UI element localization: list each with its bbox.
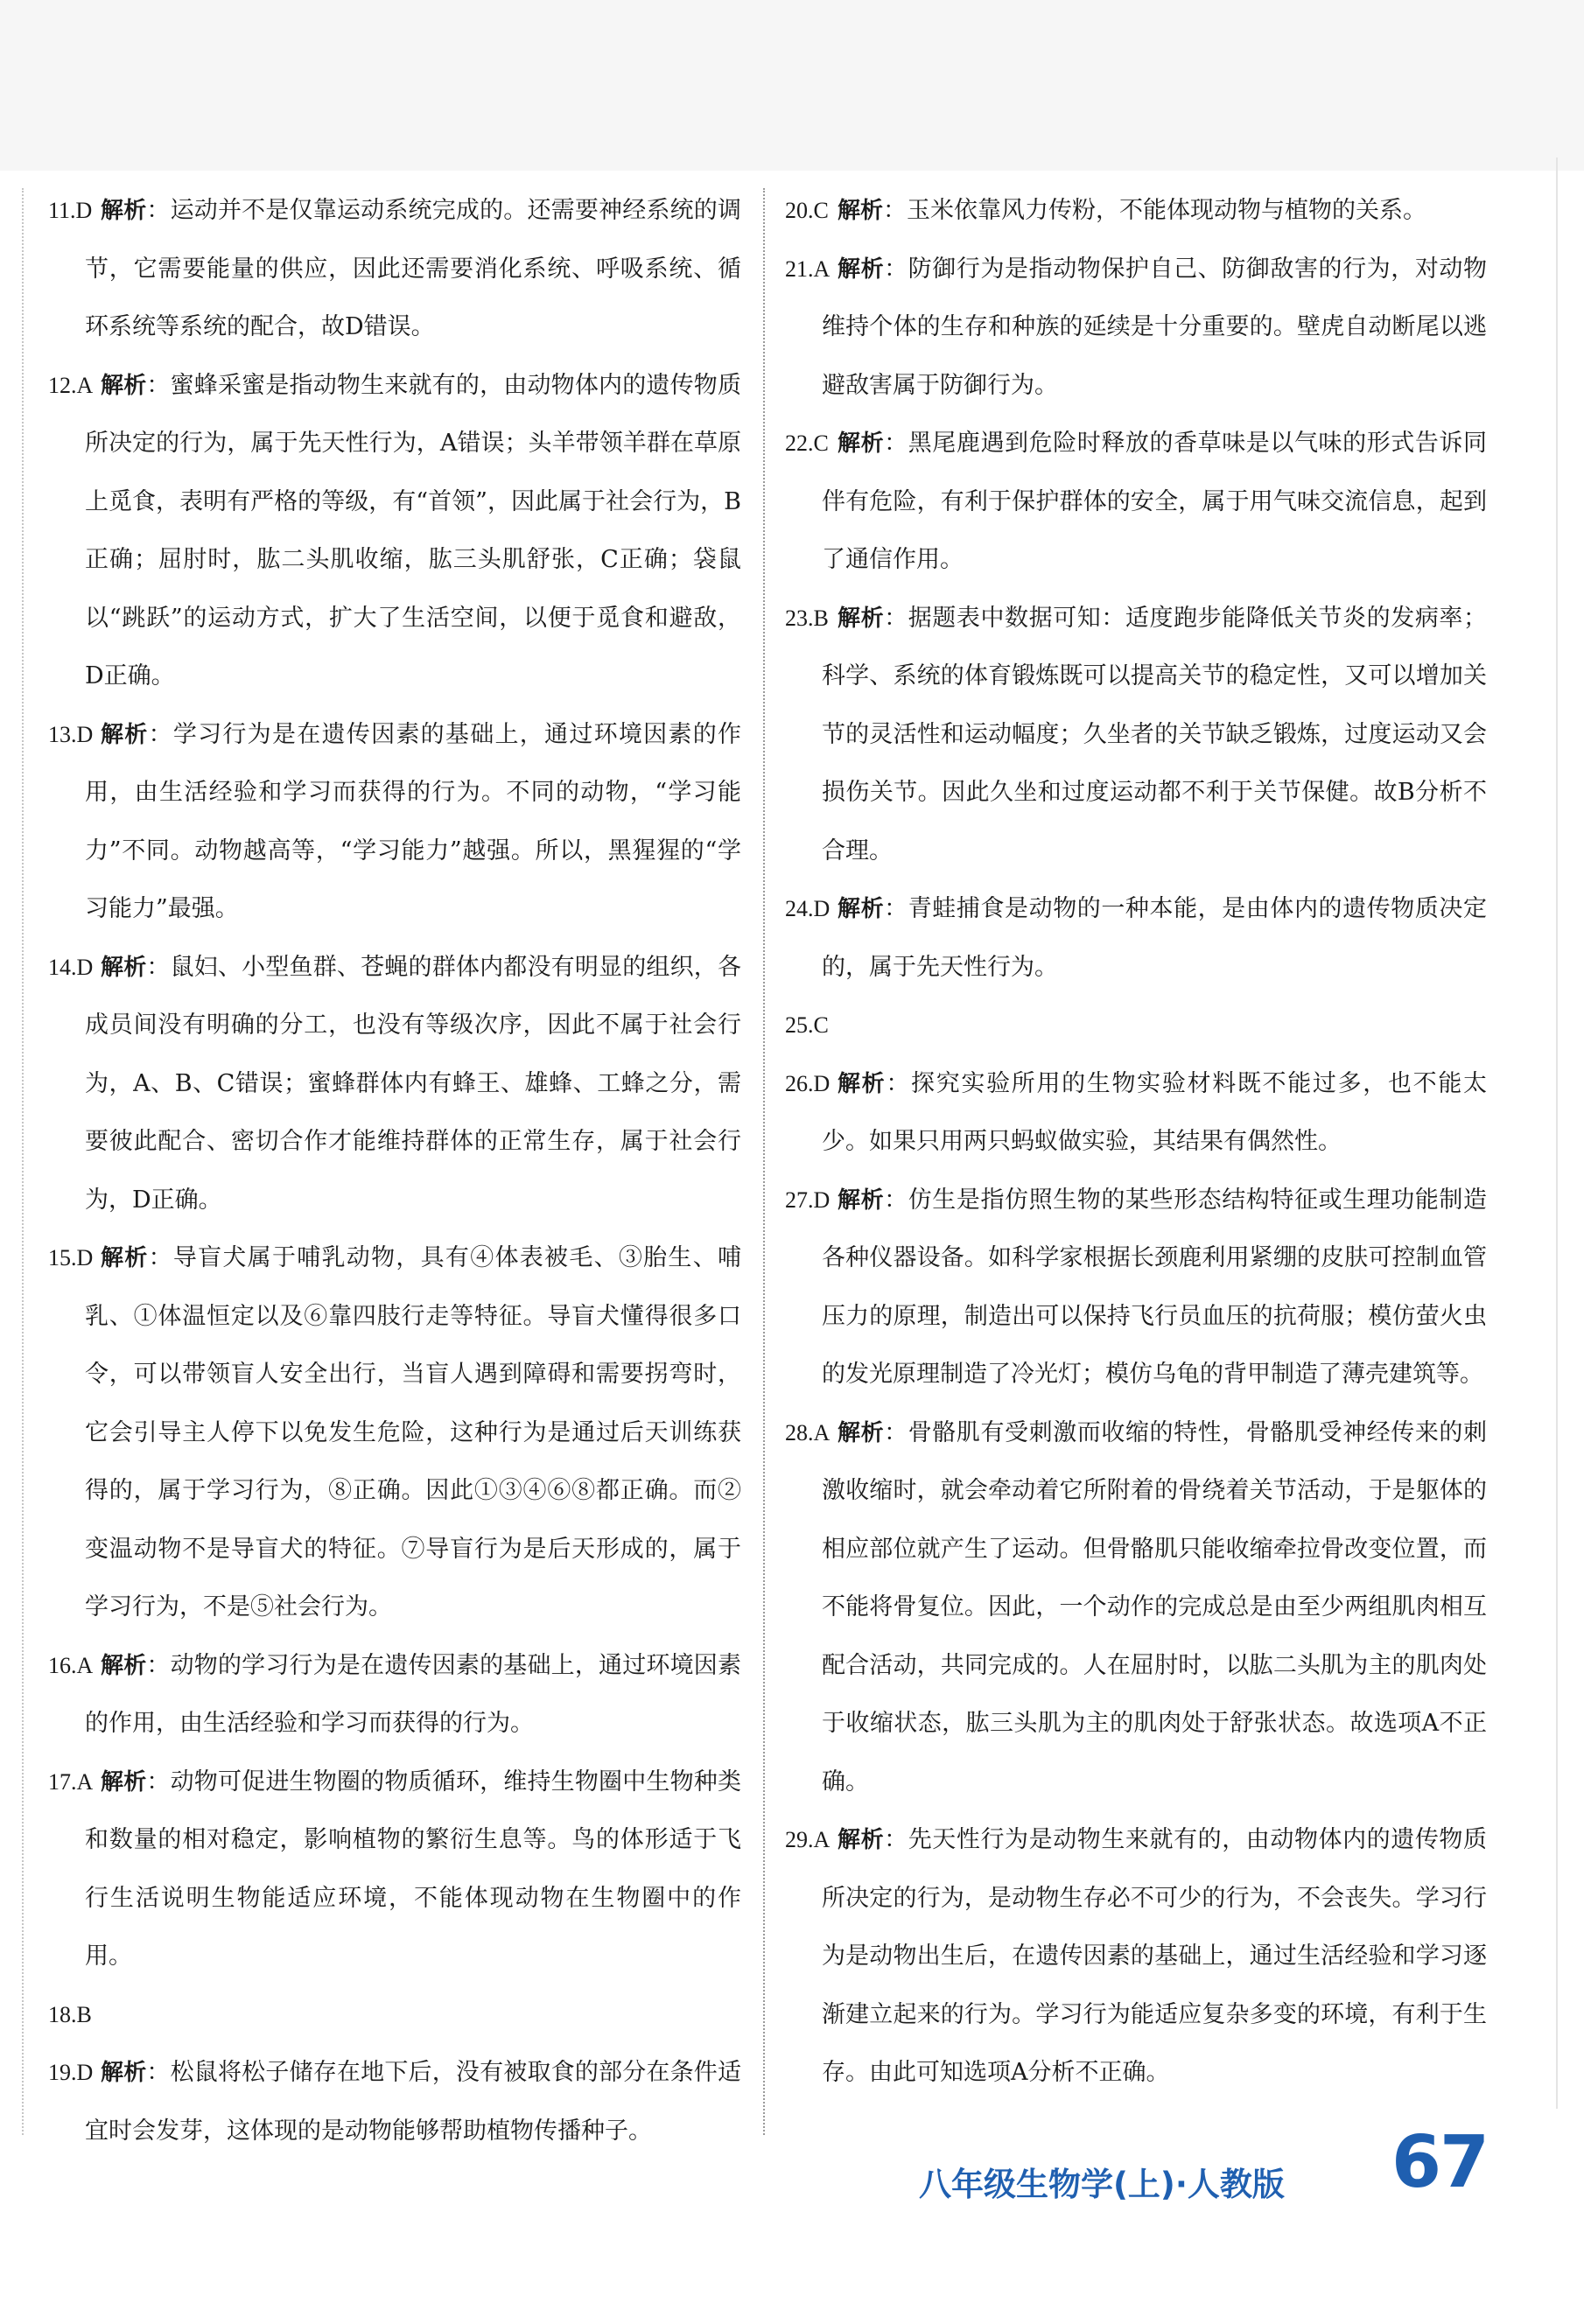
analysis-label: 解析 — [838, 430, 885, 457]
answer-column-right — [785, 182, 1487, 2103]
answer-number: 21.A — [785, 256, 831, 282]
answer-number: 17.A — [48, 1768, 94, 1795]
analysis-text: 蜜蜂采蜜是指动物生来就有的，由动物体内的遗传物质所决定的行为，属于先天性行为，A错误；头羊带领羊群在草原上觅食，表明有严格的等级，有“首领”，因此属于社会行为，B正确；屈肘时，肱二头肌收缩，肱三头肌舒张，C正确；袋鼠以“跳跃”的运动方式，扩大了生活空间，以便于觅食和避敌，D正确。 — [85, 371, 742, 690]
answer-number: 28.A — [785, 1419, 831, 1446]
answer-item-29: 29.A 解析：先天性行为是动物生来就有的，由动物体内的遗传物质所决定的行为，是动物生存必不可少的行为，不会丧失。学习行为是动物出生后，在遗传因素的基础上，通过生活经验和学习逐渐建立起来的行为。学习行为能适应复杂多变的环境，有利于生存。由此可知选项A分析不正确。 — [785, 1811, 1487, 2103]
analysis-text: 先天性行为是动物生来就有的，由动物体内的遗传物质所决定的行为，是动物生存必不可少的行为，不会丧失。学习行为是动物出生后，在遗传因素的基础上，通过生活经验和学习逐渐建立起来的行为。学习行为能适应复杂多变的环境，有利于生存。由此可知选项A分析不正确。 — [822, 1826, 1487, 2086]
page-footer — [919, 2121, 1514, 2222]
analysis-text: 鼠妇、小型鱼群、苍蝇的群体内都没有明显的组织，各成员间没有明确的分工，也没有等级次序，因此不属于社会行为，A、B、C错误；蜜蜂群体内有蜂王、雄蜂、工蜂之分，需要彼此配合、密切合作才能维持群体的正常生存，属于社会行为，D正确。 — [85, 953, 742, 1214]
answer-column-left — [48, 182, 741, 2160]
answer-item-20: 20.C 解析：玉米依靠风力传粉，不能体现动物与植物的关系。 — [785, 182, 1487, 241]
answer-number: 12.A — [48, 372, 94, 398]
answer-item-15: 15.D 解析：导盲犬属于哺乳动物，具有④体表被毛、③胎生、哺乳、①体温恒定以及⑥靠四肢行走等特征。导盲犬懂得很多口令，可以带领盲人安全出行，当盲人遇到障碍和需要拐弯时，它会引导主人停下以免发生危险，这种行为是通过后天训练获得的，属于学习行为，⑧正确。因此①③④⑥⑧都正确。而②变温动物不是导盲犬的特征。⑦导盲行为是后天形成的，属于学习行为，不是⑤社会行为。 — [48, 1229, 741, 1637]
analysis-text: 防御行为是指动物保护自己、防御敌害的行为，对动物维持个体的生存和种族的延续是十分重要的。壁虎自动断尾以逃避敌害属于防御行为。 — [822, 255, 1487, 399]
answer-number: 26.D — [785, 1070, 831, 1096]
answer-item-24: 24.D 解析：青蛙捕食是动物的一种本能，是由体内的遗传物质决定的，属于先天性行为。 — [785, 880, 1487, 997]
analysis-text: 玉米依靠风力传粉，不能体现动物与植物的关系。 — [907, 197, 1427, 224]
analysis-label: 解析 — [101, 198, 147, 224]
analysis-label: 解析 — [101, 1768, 147, 1796]
answer-item-21: 21.A 解析：防御行为是指动物保护自己、防御敌害的行为，对动物维持个体的生存和种族的延续是十分重要的。壁虎自动断尾以逃避敌害属于防御行为。 — [785, 241, 1487, 416]
answer-item-25 — [785, 997, 1487, 1055]
answer-item-22: 22.C 解析：黑尾鹿遇到危险时释放的香草味是以气味的形式告诉同伴有危险，有利于保护群体的安全，属于用气味交流信息，起到了通信作用。 — [785, 415, 1487, 590]
answer-number: 13.D — [48, 721, 94, 747]
page-number: 67 — [1391, 2121, 1489, 2204]
answer-number: 19.D — [48, 2060, 94, 2085]
answer-item-14: 14.D 解析：鼠妇、小型鱼群、苍蝇的群体内都没有明显的组织，各成员间没有明确的分工，也没有等级次序，因此不属于社会行为，A、B、C错误；蜜蜂群体内有蜂王、雄蜂、工蜂之分，需要彼此配合、密切合作才能维持群体的正常生存，属于社会行为，D正确。 — [48, 939, 741, 1230]
answer-number: 27.D — [785, 1186, 831, 1213]
analysis-label: 解析 — [101, 1245, 149, 1271]
answer-item-18 — [48, 1986, 741, 2045]
answer-number: 18.B — [48, 2001, 92, 2027]
analysis-label: 解析 — [838, 1419, 885, 1446]
analysis-label: 解析 — [101, 2060, 147, 2086]
top-margin — [0, 0, 1584, 171]
analysis-label: 解析 — [101, 1652, 147, 1679]
answer-number: 25.C — [785, 1012, 829, 1038]
page-edge-shadow — [1556, 158, 1558, 2109]
answer-item-19: 19.D 解析：松鼠将松子储存在地下后，没有被取食的部分在条件适宜时会发芽，这体现的是动物能够帮助植物传播种子。 — [48, 2044, 741, 2160]
answer-item-17: 17.A 解析：动物可促进生物圈的物质循环，维持生物圈中生物种类和数量的相对稳定，影响植物的繁衍生息等。鸟的体形适于飞行生活说明生物能适应环境，不能体现动物在生物圈中的作用。 — [48, 1754, 741, 1986]
analysis-label: 解析 — [101, 372, 147, 399]
answer-item-28: 28.A 解析：骨骼肌有受刺激而收缩的特性，骨骼肌受神经传来的刺激收缩时，就会牵动着它所附着的骨绕着关节活动，于是躯体的相应部位就产生了运动。但骨骼肌只能收缩牵拉骨改变位置，而不能将骨复位。因此，一个动作的完成总是由至少两组肌肉相互配合活动，共同完成的。人在屈肘时，以肱二头肌为主的肌肉处于收缩状态，肱三头肌为主的肌肉处于舒张状态。故选项A不正确。 — [785, 1404, 1487, 1812]
answer-item-26: 26.D 解析：探究实验所用的生物实验材料既不能过多，也不能太少。如果只用两只蚂蚁做实验，其结果有偶然性。 — [785, 1055, 1487, 1172]
answer-number: 24.D — [785, 896, 831, 921]
analysis-label: 解析 — [838, 896, 885, 922]
analysis-label: 解析 — [838, 1186, 885, 1214]
analysis-text: 仿生是指仿照生物的某些形态结构特征或生理功能制造各种仪器设备。如科学家根据长颈鹿利用紧绷的皮肤可控制血管压力的原理，制造出可以保持飞行员血压的抗荷服；模仿萤火虫的发光原理制造了冷光灯；模仿乌龟的背甲制造了薄壳建筑等。 — [822, 1186, 1487, 1388]
answer-number: 14.D — [48, 954, 94, 980]
answer-number: 11.D — [48, 198, 93, 223]
analysis-label: 解析 — [101, 721, 149, 748]
answer-number: 20.C — [785, 198, 829, 223]
answer-number: 15.D — [48, 1245, 94, 1270]
binding-margin-line — [22, 188, 24, 2135]
analysis-text: 据题表中数据可知：适度跑步能降低关节炎的发病率；科学、系统的体育锻炼既可以提高关节的稳定性，又可以增加关节的灵活性和运动幅度；久坐者的关节缺乏锻炼，过度运动又会损伤关节。因此久坐和过度运动都不利于关节保健。故B分析不合理。 — [822, 604, 1487, 864]
answer-item-27: 27.D 解析：仿生是指仿照生物的某些形态结构特征或生理功能制造各种仪器设备。如科学家根据长颈鹿利用紧绷的皮肤可控制血管压力的原理，制造出可以保持飞行员血压的抗荷服；模仿萤火虫的发光原理制造了冷光灯；模仿乌龟的背甲制造了薄壳建筑等。 — [785, 1172, 1487, 1404]
analysis-label: 解析 — [838, 605, 885, 632]
analysis-text: 动物的学习行为是在遗传因素的基础上，通过环境因素的作用，由生活经验和学习而获得的行为。 — [85, 1651, 742, 1737]
analysis-text: 黑尾鹿遇到危险时释放的香草味是以气味的形式告诉同伴有危险，有利于保护群体的安全，属于用气味交流信息，起到了通信作用。 — [822, 430, 1487, 573]
book-title: 八年级生物学(上)·人教版 — [919, 2166, 1285, 2203]
analysis-label: 解析 — [101, 954, 147, 981]
analysis-text: 运动并不是仅靠运动系统完成的。还需要神经系统的调节，它需要能量的供应，因此还需要消化系统、呼吸系统、循环系统等系统的配合，故D错误。 — [85, 197, 742, 340]
analysis-label: 解析 — [838, 1070, 887, 1097]
answer-item-16: 16.A 解析：动物的学习行为是在遗传因素的基础上，通过环境因素的作用，由生活经验和学习而获得的行为。 — [48, 1637, 741, 1754]
answer-number: 29.A — [785, 1827, 831, 1852]
analysis-text: 学习行为是在遗传因素的基础上，通过环境因素的作用，由生活经验和学习而获得的行为。不同的动物，“学习能力”不同。动物越高等，“学习能力”越强。所以，黑猩猩的“学习能力”最强。 — [85, 720, 741, 922]
answer-number: 23.B — [785, 605, 829, 631]
answer-item-23: 23.B 解析：据题表中数据可知：适度跑步能降低关节炎的发病率；科学、系统的体育锻炼既可以提高关节的稳定性，又可以增加关节的灵活性和运动幅度；久坐者的关节缺乏锻炼，过度运动又会损伤关节。因此久坐和过度运动都不利于关节保健。故B分析不合理。 — [785, 590, 1487, 881]
analysis-text: 骨骼肌有受刺激而收缩的特性，骨骼肌受神经传来的刺激收缩时，就会牵动着它所附着的骨绕着关节活动，于是躯体的相应部位就产生了运动。但骨骼肌只能收缩牵拉骨改变位置，而不能将骨复位。因此，一个动作的完成总是由至少两组肌肉相互配合活动，共同完成的。人在屈肘时，以肱二头肌为主的肌肉处于收缩状态，肱三头肌为主的肌肉处于舒张状态。故选项A不正确。 — [822, 1418, 1487, 1796]
answer-item-11: 11.D 解析：运动并不是仅靠运动系统完成的。还需要神经系统的调节，它需要能量的供应，因此还需要消化系统、呼吸系统、循环系统等系统的配合，故D错误。 — [48, 182, 741, 357]
answer-item-13: 13.D 解析：学习行为是在遗传因素的基础上，通过环境因素的作用，由生活经验和学习而获得的行为。不同的动物，“学习能力”不同。动物越高等，“学习能力”越强。所以，黑猩猩的“学习能力”最强。 — [48, 706, 741, 939]
answer-item-12: 12.A 解析：蜜蜂采蜜是指动物生来就有的，由动物体内的遗传物质所决定的行为，属于先天性行为，A错误；头羊带领羊群在草原上觅食，表明有严格的等级，有“首领”，因此属于社会行为，B正确；屈肘时，肱二头肌收缩，肱三头肌舒张，C正确；袋鼠以“跳跃”的运动方式，扩大了生活空间，以便于觅食和避敌，D正确。 — [48, 357, 741, 706]
answer-number: 16.A — [48, 1652, 94, 1678]
analysis-label: 解析 — [838, 256, 885, 283]
analysis-text: 青蛙捕食是动物的一种本能，是由体内的遗传物质决定的，属于先天性行为。 — [822, 895, 1487, 981]
answer-number: 22.C — [785, 430, 829, 456]
analysis-text: 动物可促进生物圈的物质循环，维持生物圈中生物种类和数量的相对稳定，影响植物的繁衍生息等。鸟的体形适于飞行生活说明生物能适应环境，不能体现动物在生物圈中的作用。 — [85, 1768, 742, 1970]
analysis-text: 导盲犬属于哺乳动物，具有④体表被毛、③胎生、哺乳、①体温恒定以及⑥靠四肢行走等特征。导盲犬懂得很多口令，可以带领盲人安全出行，当盲人遇到障碍和需要拐弯时，它会引导主人停下以免发生危险，这种行为是通过后天训练获得的，属于学习行为，⑧正确。因此①③④⑥⑧都正确。而②变温动物不是导盲犬的特征。⑦导盲行为是后天形成的，属于学习行为，不是⑤社会行为。 — [85, 1244, 741, 1620]
analysis-text: 松鼠将松子储存在地下后，没有被取食的部分在条件适宜时会发芽，这体现的是动物能够帮助植物传播种子。 — [85, 2059, 742, 2145]
analysis-label: 解析 — [838, 198, 884, 224]
column-divider — [763, 188, 765, 2135]
analysis-label: 解析 — [838, 1827, 885, 1853]
analysis-text: 探究实验所用的生物实验材料既不能过多，也不能太少。如果只用两只蚂蚁做实验，其结果有偶然性。 — [822, 1069, 1487, 1155]
